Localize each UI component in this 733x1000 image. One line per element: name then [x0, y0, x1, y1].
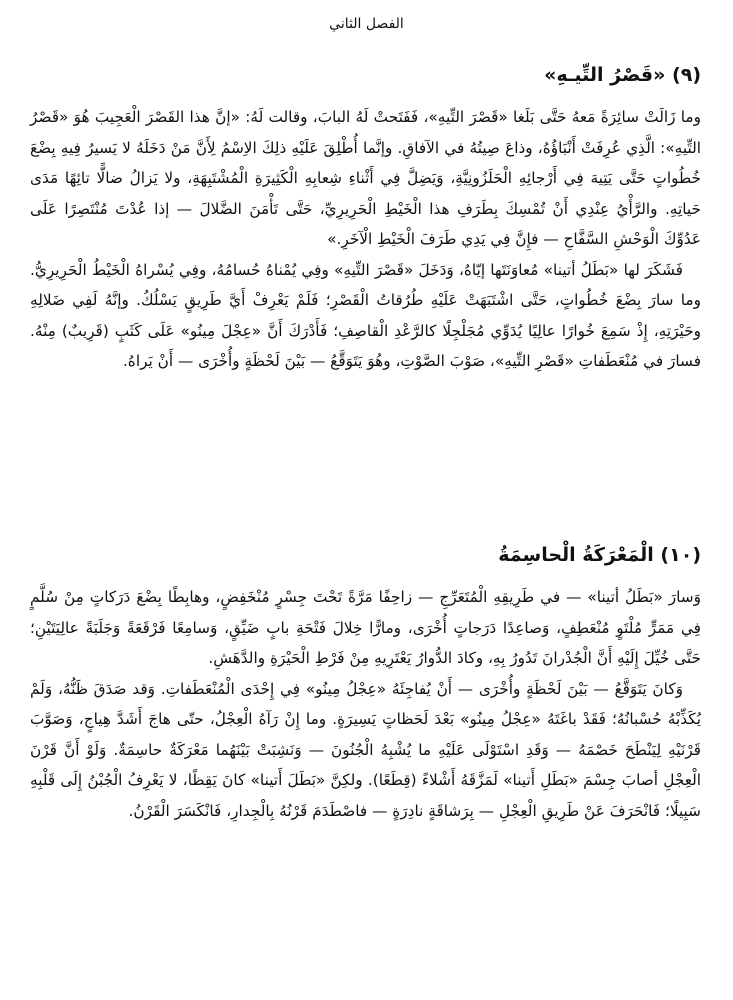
running-header: الفصل الثاني: [329, 16, 404, 32]
section-qasr-al-tih: [30, 60, 701, 377]
section-title: (١٠) الْمَعْرَكَةُ الْحاسِمَةُ: [498, 544, 701, 566]
section-title: (٩) «قَصْرُ التِّيـهِ»: [544, 64, 701, 86]
paragraph: وما زَالَتْ سائِرَةً مَعهُ حَتَّى بَلَغا «قَصْرَ التِّيهِ»، فَفَتَحتْ لَهُ البابَ، وقالت لَهُ: «إنَّ هذا القَصْرَ الْعَجِيبَ هُوَ «قَصْرُ التِّيهِ»: الَّذِي عُرِفَتْ أَنْبَاؤُهُ، وذاعَ صِيتُهُ في الآفاقِ. وإنَّما أُطْلِقَ عَلَيْهِ ذلِكَ الاِسْمُ لِأَنَّ مَنْ دَخَلَهُ لا يَسيرُ فِيهِ بِضْعَ خُطُواتٍ حَتَّى يَتِيهَ فِي أَرْجائِهِ الْحَلَزُونِيَّةِ، وَيَضِلَّ فِي أَثْناءِ شِعابِهِ الْكَثِيرَةِ الْمُشْتَبِهَةِ، ولا يَزالُ ضالًّا تائِهًا مَدَى حَياتِهِ. والرَّأْيُ عِنْدِي أَنْ تُمْسِكَ بِطَرَفِ هذا الْخَيْطِ الْحَرِيرِيِّ، حَتَّى تَأْمَنَ الضَّلالَ — إذا عُدْتَ مُنْتَصِرًا عَلَى عَدُوِّكَ الْوَحْشِ السَّفَّاحِ — فإِنَّ فِي يَدِي طَرَفَ الْخَيْطِ الْآخَرِ.»: [30, 108, 701, 248]
paragraph: فَشَكَرَ لها «بَطَلُ أتينا» مُعاوَنَتَها إيّاهُ، وَدَخَلَ «قَصْرَ التِّيهِ» وفِي يُمْناهُ حُسامُهُ، وفِي يُسْراهُ الْخَيْطُ الْحَرِيرِيُّ. وما سارَ بِضْعَ خُطُواتٍ، حَتَّى اشْتَبَهَتْ عَلَيْهِ طُرُقاتُ الْقَصْرِ؛ فَلَمْ يَعْرِفْ أَيَّ طَرِيقٍ يَسْلُكُ. وإنَّهُ لَفِي ضَلالِهِ وحَيْرَتِهِ، إِذْ سَمِعَ خُوارًا عالِيًا يُدَوِّي مُجَلْجِلًا كالرَّعْدِ الْقاصِفِ؛ فَأَدْرَكَ أَنَّ «عِجْلَ مِينُو» عَلَى كَثَبٍ (قَرِيبٌ) مِنْهُ. فسارَ في مُنْعَطَفاتِ «قَصْرِ التِّيهِ»، صَوْبَ الصَّوْتِ، وهُوَ يَتَوَقَّعُ — بَيْنَ لَحْظَةٍ وأُخْرَى — أَنْ يَراهُ.: [30, 260, 701, 370]
paragraph: وَكانَ يَتَوَقَّعُ — بَيْنَ لَحْظَةٍ وأُخْرَى — أَنْ يُفاجِئَهُ «عِجْلُ مِينُو» فِي إِحْدَى الْمُنْعَطَفاتِ. وَقد صَدَقَ ظَنُّهُ، وَلَمْ يُكَذِّبْهُ حُسْبانُهُ؛ فَقَدْ باغَتَهُ «عِجْلُ مِينُو» بَعْدَ لَحَظاتٍ يَسِيرَةٍ. وما إِنْ رَآهُ الْعِجْلُ، حتّى هاجَ أَشَدَّ هِياجٍ، وَصَوَّبَ قَرْنَيْهِ لِيَنْطَحَ خَصْمَهُ — وَقَدِ اسْتَوْلَى عَلَيْهِ ما يُشْبِهُ الْجُنُونَ — وَنَشِبَتْ بَيْنَهُما مَعْرَكَةٌ حاسِمَةٌ. وَلَوْ أَنَّ قَرْنَ الْعِجْلِ أصابَ جِسْمَ «بَطَلِ أَتينا» لَمَزَّقَهُ أَشْلاءً (قِطَعًا). ولكِنَّ «بَطَلَ أَتينا» كانَ يَقِظًا، لا يَعْرِفُ الْجُبْنُ إِلَى قَلْبِهِ سَبِيلًا؛ فَانْحَرَفَ عَنْ طَرِيقِ الْعِجْلِ — بِرَشاقَةٍ نادِرَةٍ — فاصْطَدَمَ قَرْنُهُ بِالْجِدارِ، فَانْكَسَرَ الْقَرْنُ.: [30, 679, 701, 820]
section-decisive-battle: [30, 540, 701, 826]
paragraph: وَسارَ «بَطَلُ أتينا» — في طَرِيقِهِ الْمُتَعَرِّجِ — زاحِفًا مَرَّةً تَحْتَ جِسْرٍ مُنْخَفِضٍ، وهابِطًا بِضْعَ دَرَكاتٍ مِنْ سُلَّمٍ فِي مَمَرٍّ مُلْتَوٍ مُنْعَطِفٍ، وَصاعِدًا دَرَجاتٍ أُخْرَى، ومارًّا خِلالَ فَتْحَةِ بابٍ ضَيِّقٍ، وَسامِعًا فَرْقَعَةً وَجَلَبَةً عالِيَتَيْنِ؛ حَتَّى خُيِّلَ إِلَيْهِ أَنَّ الْجُدْرانَ تَدُورُ بِهِ، وكادَ الدُّوارُ يَعْتَرِيهِ مِنْ فَرْطِ الْحَيْرَةِ والدَّهَشِ.: [30, 588, 701, 667]
